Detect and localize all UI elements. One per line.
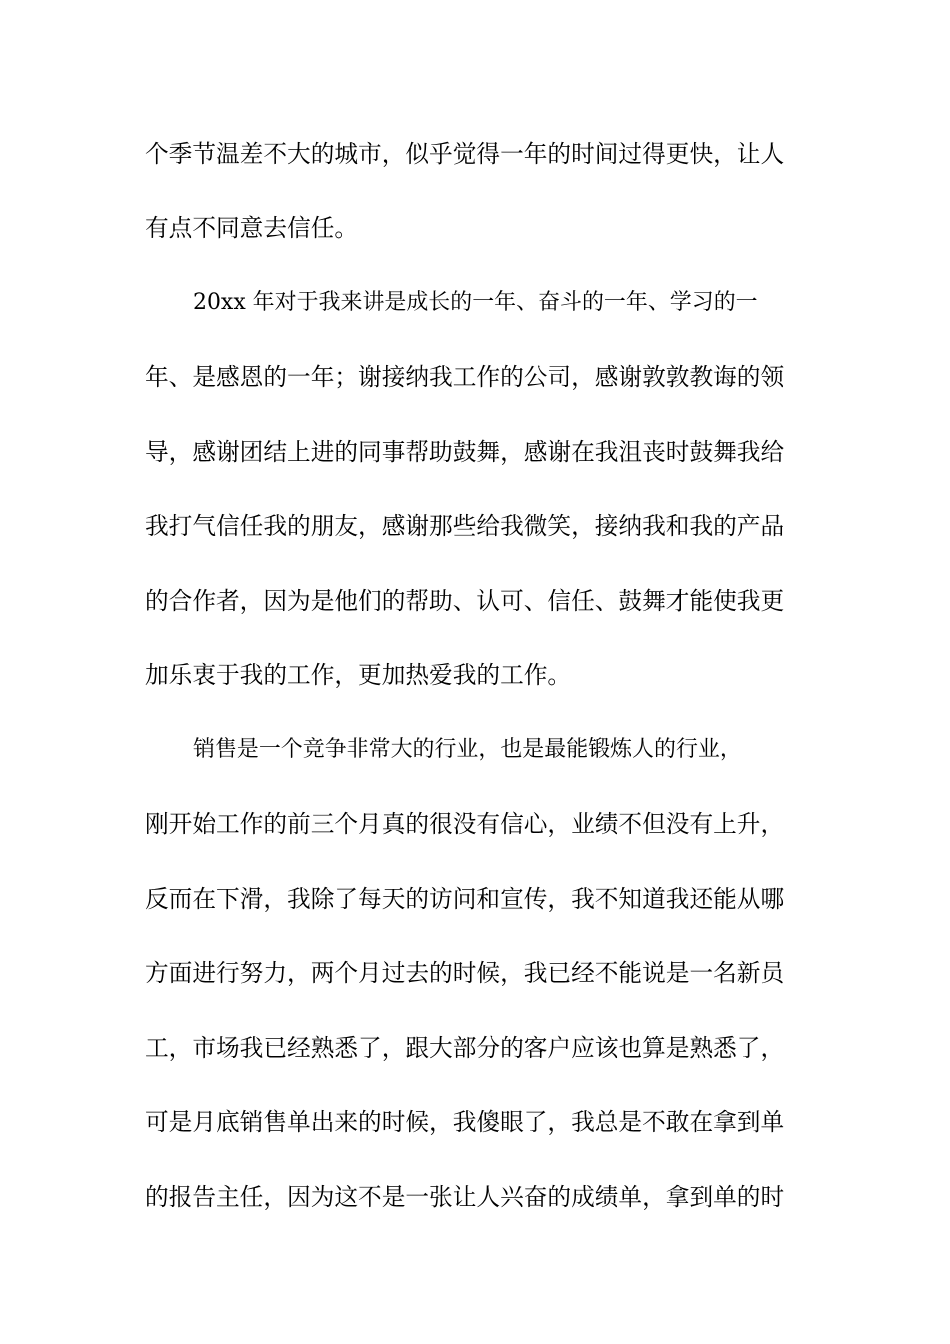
text-line: 可是月底销售单出来的时候，我傻眼了，我总是不敢在拿到单	[145, 1108, 785, 1136]
text-line: 工，市场我已经熟悉了，跟大部分的客户应该也算是熟悉了，	[145, 1034, 785, 1062]
text-line: 的报告主任，因为这不是一张让人兴奋的成绩单，拿到单的时	[145, 1183, 785, 1211]
text-line: 加乐衷于我的工作，更加热爱我的工作。	[145, 661, 572, 689]
text-line: 年、是感恩的一年；谢接纳我工作的公司，感谢敦敦教诲的领	[145, 363, 785, 391]
text-line: 我打气信任我的朋友，感谢那些给我微笑，接纳我和我的产品	[145, 512, 785, 540]
paragraph-first-line: 20xx 年对于我来讲是成长的一年、奋斗的一年、学习的一	[193, 290, 758, 315]
text-line: 的合作者，因为是他们的帮助、认可、信任、鼓舞才能使我更	[145, 587, 785, 615]
text-line: 反而在下滑，我除了每天的访问和宣传，我不知道我还能从哪	[145, 885, 785, 913]
text-line: 刚开始工作的前三个月真的很没有信心，业绩不但没有上升，	[145, 810, 785, 838]
text-line: 方面进行努力，两个月过去的时候，我已经不能说是一名新员	[145, 959, 785, 987]
text-line: 有点不同意去信任。	[145, 214, 359, 242]
paragraph-first-line: 销售是一个竞争非常大的行业，也是最能锻炼人的行业，	[193, 737, 742, 762]
text-line: 导，感谢团结上进的同事帮助鼓舞，感谢在我沮丧时鼓舞我给	[145, 438, 785, 466]
text-line: 个季节温差不大的城市，似乎觉得一年的时间过得更快，让人	[145, 140, 785, 168]
